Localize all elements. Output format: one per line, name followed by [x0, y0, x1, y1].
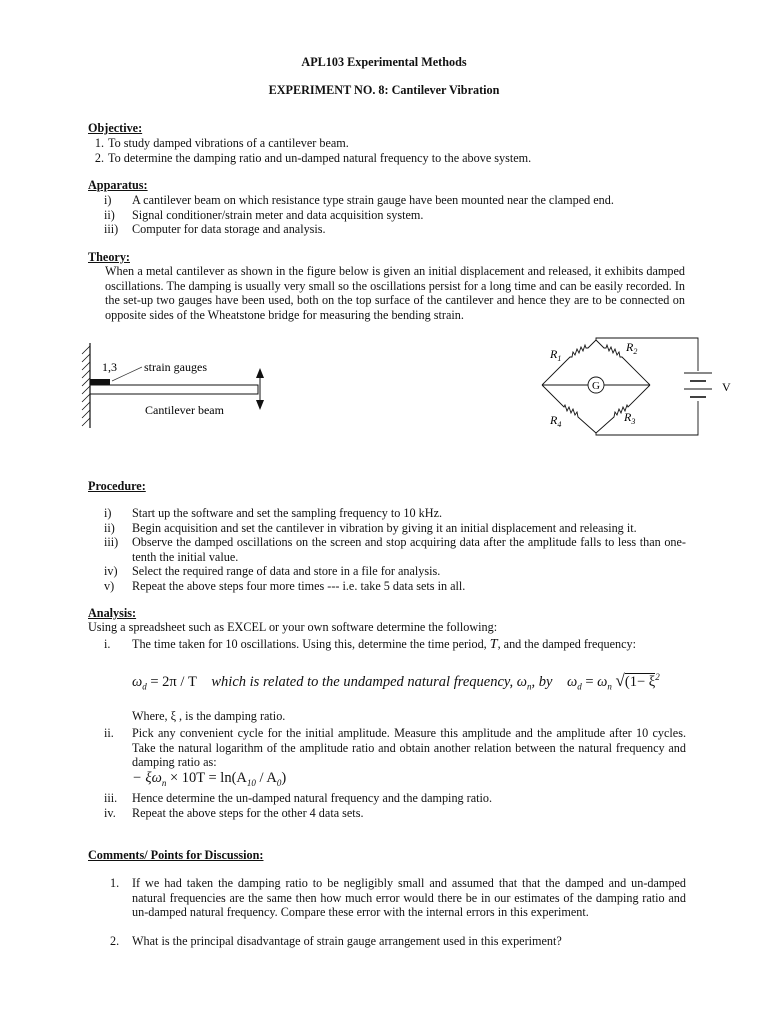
sqrt-icon: √ [615, 670, 625, 690]
item-text: To determine the damping ratio and un-damped natural frequency to the above system. [108, 150, 532, 165]
item-text: Observe the damped oscillations on the screen and stop acquiring data after the amplitude falls to less than one-tenth the initial value. [132, 535, 686, 564]
r2-label: $R_2$ [626, 340, 638, 356]
item-text: If we had taken the damping ratio to be negligibly small and assumed that that the damped and un-damped natural frequencies are the same then how much error would there be in our estimates of the damping ratio and un-damped natural frequency. Compare these error with the internal errors in this experiment. [132, 876, 686, 920]
item-text: To study damped vibrations of a cantilever beam. [108, 136, 349, 150]
list-item [88, 136, 688, 151]
arrow-up-icon [256, 368, 264, 378]
supply-wire-bottom [596, 401, 698, 435]
item-number: ii. [104, 726, 114, 740]
list-item [88, 222, 686, 237]
item-text: Begin acquisition and set the cantilever in vibration by giving it an initial displacement and releasing it. [132, 520, 637, 535]
procedure-list [88, 506, 686, 594]
list-item [88, 535, 686, 564]
item-number: 1. [94, 136, 104, 150]
item-number: i) [104, 506, 112, 520]
list-item [88, 208, 686, 223]
experiment-title: EXPERIMENT NO. 8: Cantilever Vibration [268, 83, 500, 97]
theory-paragraph: When a metal cantilever as shown in the figure below is given an initial displacement and released, it exhibits damped oscillations. The damping is usually very small so the oscillations persist for a long time and can be easily recorded. In the set-up two gauges have been used, both on the top surface of the cantilever and hence they are to be connected on opposite sides of the Wheatstone bridge for measuring the bending strain. [105, 264, 685, 322]
item-text: Repeat the above steps for the other 4 data sets. [132, 805, 364, 820]
list-item [88, 151, 688, 166]
analysis-intro: Using a spreadsheet such as EXCEL or your own software determine the following: [88, 620, 498, 634]
objective-list [88, 136, 688, 165]
strain-gauge [90, 379, 110, 385]
objective-heading: Objective: [88, 121, 143, 135]
item-number: iii) [104, 222, 119, 237]
list-item [88, 579, 686, 594]
item-text: A cantilever beam on which resistance type strain gauge have been mounted near the clamped end. [132, 193, 614, 207]
apparatus-list [88, 193, 686, 237]
period-symbol: T [489, 637, 498, 652]
theory-heading: Theory: [88, 250, 130, 264]
formula-damped-frequency: $\omega_d = 2\pi / T$ which is related to the undamped natural frequency, $\omega_n$, by $\omega_d = \omega_n$ $√(1- \xi^2$ [132, 670, 660, 692]
resistor-r2 [596, 340, 650, 385]
analysis-items-3-4 [88, 791, 686, 820]
item-text: Start up the software and set the sampling frequency to 10 kHz. [132, 506, 443, 520]
item-number: 1. [110, 876, 120, 890]
item-number: 2. [110, 933, 120, 948]
list-item [88, 506, 686, 521]
r4-label: $R_4$ [550, 413, 562, 429]
wall-hatching [82, 346, 90, 426]
arrow-down-icon [256, 400, 264, 410]
cantilever-beam [90, 385, 258, 394]
cantilever-beam-label: Cantilever beam [145, 403, 224, 417]
item-number: v) [104, 578, 115, 593]
where-text: Where, ξ , is the damping ratio. [132, 709, 286, 723]
list-item [88, 193, 686, 208]
item-text: Computer for data storage and analysis. [132, 222, 326, 237]
r3-label: $R_3$ [624, 410, 636, 426]
formula-log-decrement: − $\xi\omega_n \times 10T = \ln(A_{10} / A_0)$ [132, 770, 287, 788]
resistor-r3 [596, 385, 650, 433]
list-item [88, 876, 686, 920]
item-text: What is the principal disadvantage of strain gauge arrangement used in this experiment? [132, 933, 562, 948]
item-number: ii) [104, 520, 115, 535]
comments-list [88, 876, 686, 948]
item-number: ii) [104, 207, 115, 222]
list-item [88, 934, 686, 949]
item-number: iv) [104, 564, 118, 579]
item-text: Hence determine the un-damped natural frequency and the damping ratio. [132, 791, 493, 805]
analysis-item-2 [88, 726, 686, 770]
list-item [88, 806, 686, 821]
item-number: iii) [104, 535, 119, 550]
list-item [88, 564, 686, 579]
voltage-label: V [722, 380, 731, 394]
item-number: i. [104, 637, 111, 651]
analysis-item-1 [88, 637, 686, 653]
wheatstone-bridge-figure [538, 335, 738, 440]
item-number: i) [104, 193, 112, 207]
item-text: The time taken for 10 oscillations. Using this, determine the time period, T, and the damped frequency: [132, 637, 636, 652]
supply-wire-top [596, 338, 698, 371]
analysis-heading: Analysis: [88, 606, 137, 620]
apparatus-heading: Apparatus: [88, 178, 148, 192]
comments-heading: Comments/ Points for Discussion: [88, 848, 264, 862]
course-title: APL103 Experimental Methods [301, 55, 467, 69]
gauge-number: 1,3 [102, 360, 117, 374]
item-text: Pick any convenient cycle for the initial amplitude. Measure this amplitude and the amplitude after 10 cycles. Take the natural logarithm of the amplitude ratio and obtain another relation between the natural frequency and damping ratio as: [132, 726, 686, 770]
list-item [88, 726, 686, 770]
list-item [88, 637, 686, 653]
cantilever-figure [70, 338, 280, 438]
procedure-heading: Procedure: [88, 479, 146, 493]
item-number: 2. [94, 150, 104, 165]
strain-gauges-label: strain gauges [144, 360, 207, 374]
item-text: Select the required range of data and store in a file for analysis. [132, 564, 441, 579]
galvanometer-label: G [592, 380, 600, 392]
item-number: iii. [104, 791, 118, 805]
r1-label: $R_1$ [550, 347, 562, 363]
item-text: Signal conditioner/strain meter and data acquisition system. [132, 207, 424, 222]
item-number: iv. [104, 805, 116, 820]
item-text: Repeat the above steps four more times --- i.e. take 5 data sets in all. [132, 578, 466, 593]
list-item [88, 791, 686, 806]
list-item [88, 521, 686, 536]
